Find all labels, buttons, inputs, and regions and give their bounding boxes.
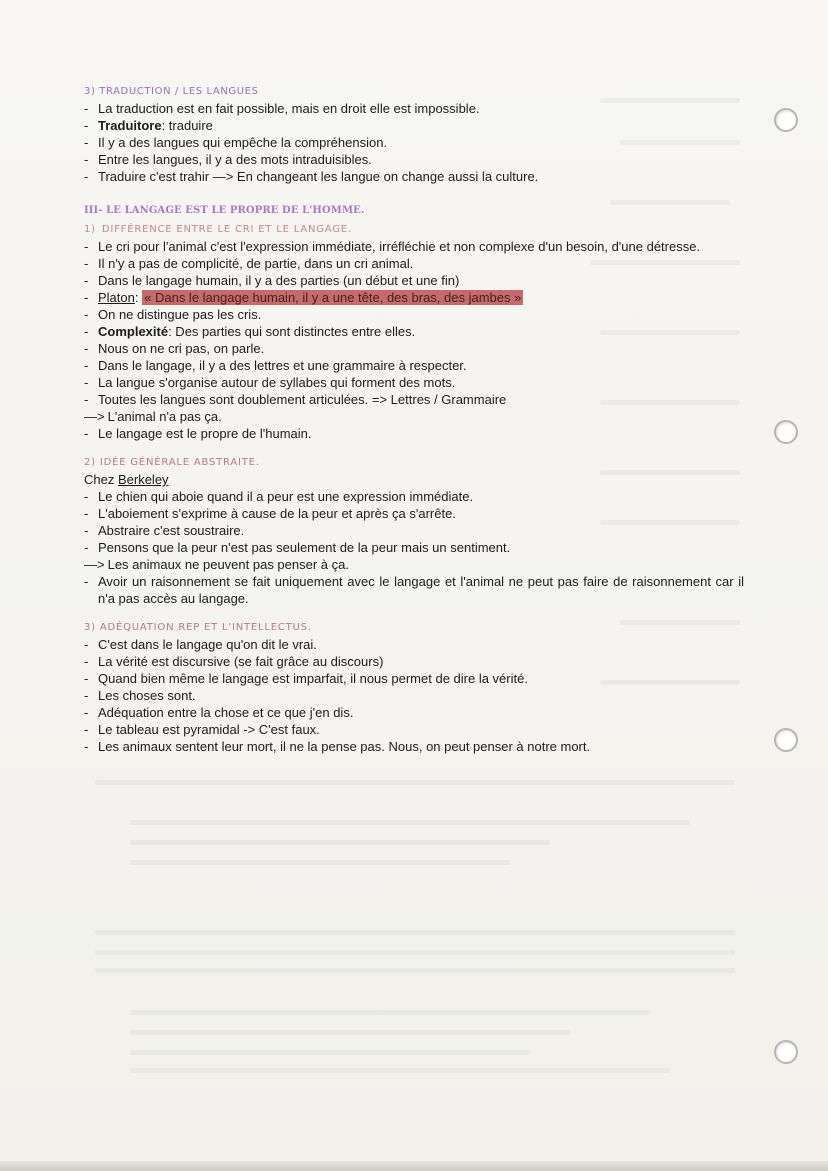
list-item-arrow: —> Les animaux ne peuvent pas penser à ça. xyxy=(84,557,349,572)
list-item: - C'est dans le langage qu'on dit le vrai. xyxy=(84,637,317,652)
list-item: - Traduire c'est trahir —> En changeant les langue on change aussi la culture. xyxy=(84,169,539,184)
binder-hole-2 xyxy=(774,420,798,444)
list-item: - Le langage est le propre de l'humain. xyxy=(84,426,312,441)
list-item: - Complexité: Des parties qui sont distinctes entre elles. xyxy=(84,324,416,339)
list-item: - Les animaux sentent leur mort, il ne la pense pas. Nous, on peut penser à notre mort. xyxy=(84,739,591,754)
list-item: - Traduitore: traduire xyxy=(84,118,213,133)
keyword: Complexité xyxy=(98,324,169,339)
intro-line: Chez Berkeley xyxy=(84,472,169,487)
list-item: - Le cri pour l'animal c'est l'expression immédiate, irréfléchie et non complexe d'un besoin, d'une détresse. xyxy=(84,239,701,254)
subsection-title-cri: 1) DIFFÉRENCE ENTRE LE CRI ET LE LANGAGE. xyxy=(84,224,352,235)
list-item: - Toutes les langues sont doublement articulées. => Lettres / Grammaire xyxy=(84,392,507,407)
list-item: - Avoir un raisonnement se fait uniquement avec le langage et l'animal ne peut pas faire de raisonnement car il n'a pas accès au langage. xyxy=(84,574,744,606)
keyword: Traduitore xyxy=(98,118,162,133)
notes-content xyxy=(84,84,744,755)
list-item: - Le tableau est pyramidal -> C'est faux. xyxy=(84,722,320,737)
part-title: III- LE LANGAGE EST LE PROPRE DE L'HOMME. xyxy=(84,205,365,216)
list-item: - Pensons que la peur n'est pas seulement de la peur mais un sentiment. xyxy=(84,540,511,555)
author-name: Berkeley xyxy=(117,472,169,487)
section-title-traduction: 3) TRADUCTION / LES LANGUES xyxy=(84,86,259,97)
subsection-title-abstraite: 2) IDÉE GÉNÉRALE ABSTRAITE. xyxy=(84,457,260,468)
list-item: - Il n'y a pas de complicité, de partie, dans un cri animal. xyxy=(84,256,414,271)
list-item: - Abstraire c'est soustraire. xyxy=(84,523,245,538)
binder-hole-3 xyxy=(774,728,798,752)
list-item: - La vérité est discursive (se fait grâce au discours) xyxy=(84,654,384,669)
list-item: - On ne distingue pas les cris. xyxy=(84,307,262,322)
list-item: - Dans le langage, il y a des lettres et une grammaire à respecter. xyxy=(84,358,467,373)
subsection-title-adequation: 3) ADÉQUATION REP ET L'INTELLECTUS. xyxy=(84,622,312,633)
list-item: - L'aboiement s'exprime à cause de la peur et après ça s'arrête. xyxy=(84,506,456,521)
list-item: - Le chien qui aboie quand il a peur est une expression immédiate. xyxy=(84,489,474,504)
list-item: - Adéquation entre la chose et ce que j'en dis. xyxy=(84,705,354,720)
list-item: - Il y a des langues qui empêche la compréhension. xyxy=(84,135,388,150)
list-item: - Nous on ne cri pas, on parle. xyxy=(84,341,265,356)
list-item: - La traduction est en fait possible, mais en droit elle est impossible. xyxy=(84,101,480,116)
author-name: Platon xyxy=(98,290,135,305)
list-item: - Les choses sont. xyxy=(84,688,196,703)
list-item: - Entre les langues, il y a des mots intraduisibles. xyxy=(84,152,372,167)
page-bottom-edge xyxy=(0,1161,828,1171)
binder-hole-4 xyxy=(774,1040,798,1064)
list-item-arrow: —> L'animal n'a pas ça. xyxy=(84,409,222,424)
list-item: - Dans le langage humain, il y a des parties (un début et une fin) xyxy=(84,273,460,288)
list-item: - Quand bien même le langage est imparfait, il nous permet de dire la vérité. xyxy=(84,671,528,686)
list-item-platon: - Platon: « Dans le langage humain, il y a une tête, des bras, des jambes » xyxy=(84,290,522,305)
list-item: - La langue s'organise autour de syllabes qui forment des mots. xyxy=(84,375,456,390)
binder-hole-1 xyxy=(774,108,798,132)
highlighted-quote: « Dans le langage humain, il y a une tête, des bras, des jambes » xyxy=(144,290,522,305)
